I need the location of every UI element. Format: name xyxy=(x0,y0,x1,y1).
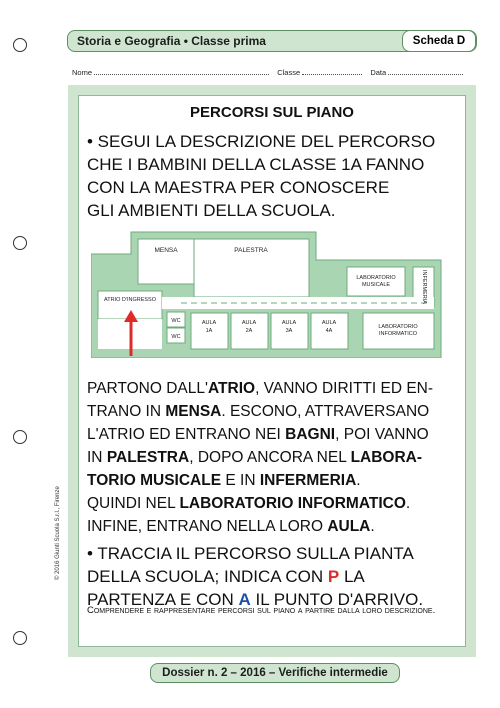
text: PARTONO DALL' xyxy=(87,380,208,397)
text: . xyxy=(405,495,411,512)
text: DELLA SCUOLA; INDICA CON xyxy=(87,567,328,586)
binder-hole xyxy=(13,430,27,444)
instruction-2 xyxy=(87,542,462,611)
start-letter: P xyxy=(327,567,340,586)
label-wc-2: WC xyxy=(171,334,181,340)
text: IL PUNTO D'ARRIVO. xyxy=(250,590,424,609)
classe-label: Classe xyxy=(277,68,301,77)
text: IN xyxy=(87,449,107,466)
place-atrio: ATRIO xyxy=(207,380,256,397)
text: TRANO IN xyxy=(87,403,166,420)
classe-field[interactable] xyxy=(302,68,362,75)
label-aula-2a-1: AULA xyxy=(241,320,257,326)
instruction-2-line-2 xyxy=(87,565,462,588)
learning-objective: Comprendere e rappresentare percorsi sul piano a partire dalla loro descrizione. xyxy=(87,605,436,616)
label-palestra: PALESTRA xyxy=(234,247,268,254)
arrival-letter: A xyxy=(238,590,251,609)
label-mensa: MENSA xyxy=(154,247,178,254)
label-aula-2a-2: 2A xyxy=(245,328,253,334)
header-bar xyxy=(67,30,477,52)
place-mensa: MENSA xyxy=(165,403,222,420)
instruction-1-line: • SEGUI LA DESCRIZIONE DEL PERCORSO xyxy=(87,132,436,151)
place-lab-musicale-a: LABORA- xyxy=(350,449,423,466)
room-mensa xyxy=(138,239,194,284)
text: . xyxy=(370,518,375,535)
instruction-1-line: CHE I BAMBINI DELLA CLASSE 1A FANNO xyxy=(87,155,425,174)
footer-bar: Dossier n. 2 – 2016 – Verifiche intermedie xyxy=(150,663,400,683)
text: , DOPO ANCORA NEL xyxy=(189,449,351,466)
label-lab-musicale-1: LABORATORIO xyxy=(356,275,396,281)
label-aula-4a-2: 4A xyxy=(325,328,333,334)
place-aula: AULA xyxy=(327,518,371,535)
binder-hole xyxy=(13,236,27,250)
nome-label: Nome xyxy=(72,68,93,77)
label-aula-3a-1: AULA xyxy=(281,320,297,326)
worksheet-title: PERCORSI SUL PIANO xyxy=(190,104,354,121)
text: INFINE, ENTRANO NELLA LORO xyxy=(87,518,328,535)
text: LA xyxy=(339,567,365,586)
instruction-1-line: CON LA MAESTRA PER CONOSCERE xyxy=(87,178,390,197)
copyright: © 2016 Giunti Scuola S.r.l., Firenze xyxy=(55,486,61,580)
label-aula-3a-2: 3A xyxy=(285,328,293,334)
worksheet-content xyxy=(78,95,466,647)
text: E IN xyxy=(221,472,260,489)
binder-hole xyxy=(13,38,27,52)
text: L'ATRIO ED ENTRANO NEI xyxy=(87,426,286,443)
student-fields xyxy=(72,68,472,77)
route-description xyxy=(87,377,465,538)
place-lab-musicale-b: TORIO MUSICALE xyxy=(87,472,222,489)
text: PARTENZA E CON xyxy=(87,590,239,609)
nome-field[interactable] xyxy=(94,68,269,75)
subject-title: Storia e Geografia • Classe prima xyxy=(77,34,266,48)
label-lab-musicale-2: MUSICALE xyxy=(361,282,391,288)
label-aula-1a-1: AULA xyxy=(201,320,217,326)
place-bagni: BAGNI xyxy=(285,426,336,443)
label-wc-1: WC xyxy=(171,318,181,324)
data-field[interactable] xyxy=(388,68,463,75)
school-floor-plan xyxy=(91,230,457,358)
instruction-1-line: GLI AMBIENTI DELLA SCUOLA. xyxy=(87,201,336,220)
text: QUINDI NEL xyxy=(87,495,180,512)
label-aula-1a-2: 1A xyxy=(205,328,213,334)
label-aula-4a-1: AULA xyxy=(321,320,337,326)
text: , POI VANNO xyxy=(335,426,429,443)
label-lab-inf-2: INFORMATICO xyxy=(378,331,418,337)
worksheet-frame xyxy=(68,85,476,657)
place-infermeria: INFERMERIA xyxy=(259,472,357,489)
place-lab-informatico: LABORATORIO INFORMATICO xyxy=(179,495,406,512)
label-lab-inf-1: LABORATORIO xyxy=(378,324,418,330)
instruction-2-line-1: • TRACCIA IL PERCORSO SULLA PIANTA xyxy=(87,544,414,563)
label-infermeria: INFERMERIA xyxy=(421,270,427,304)
text: . ESCONO, ATTRAVERSANO xyxy=(221,403,430,420)
data-label: Data xyxy=(370,68,387,77)
text: . xyxy=(356,472,361,489)
label-atrio: ATRIO D'INGRESSO xyxy=(104,297,156,303)
instruction-1 xyxy=(87,130,462,222)
binder-hole xyxy=(13,631,27,645)
place-palestra: PALESTRA xyxy=(106,449,190,466)
scheda-badge: Scheda D xyxy=(402,30,476,52)
text: , VANNO DIRITTI ED EN- xyxy=(255,380,434,397)
